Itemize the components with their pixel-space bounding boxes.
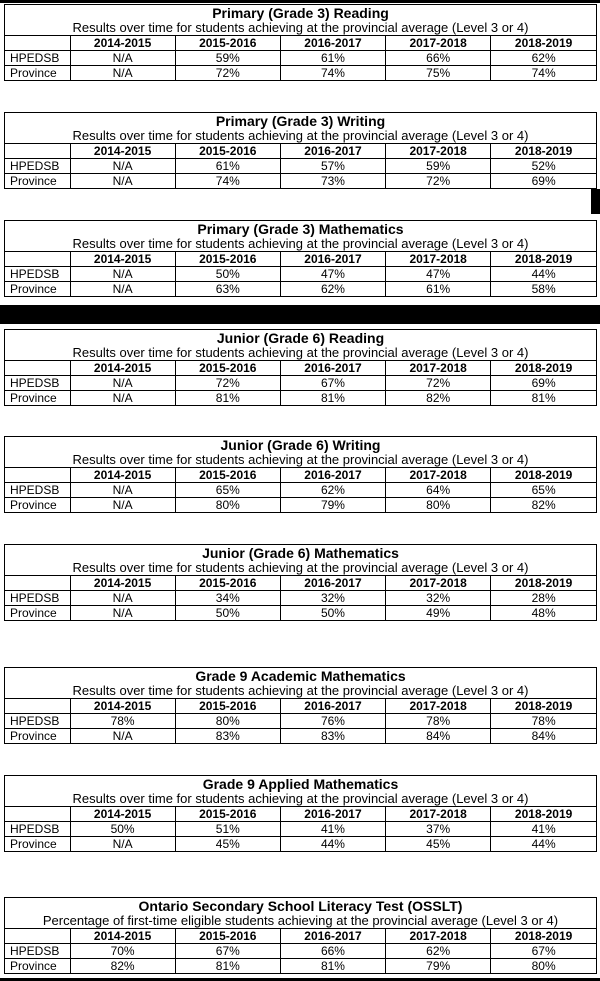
value-cell: 67%	[280, 376, 385, 391]
value-cell: 69%	[491, 376, 596, 391]
year-header-cell: 2014-2015	[70, 36, 175, 51]
table-row	[5, 267, 596, 282]
year-header-cell: 2016-2017	[280, 36, 385, 51]
table-subtitle: Results over time for students achieving at the provincial average (Level 3 or 4)	[72, 345, 529, 360]
table-title: Grade 9 Applied Mathematics	[202, 776, 399, 792]
value-cell: 82%	[491, 498, 596, 513]
results-table-g9-academic-math	[4, 667, 597, 744]
value-cell: 67%	[491, 944, 596, 959]
year-header-cell: 2014-2015	[70, 576, 175, 591]
row-label-cell: HPEDSB	[5, 267, 70, 282]
value-cell: 62%	[280, 282, 385, 297]
year-header-cell: 2016-2017	[280, 144, 385, 159]
year-header-cell: 2018-2019	[491, 807, 596, 822]
row-label-cell: Province	[5, 959, 70, 974]
year-header-cell: 2017-2018	[386, 699, 491, 714]
year-header-cell: 2014-2015	[70, 252, 175, 267]
header-row	[5, 36, 596, 51]
value-cell: 80%	[175, 498, 280, 513]
value-cell: N/A	[70, 159, 175, 174]
year-header-cell: 2017-2018	[386, 252, 491, 267]
table-title: Junior (Grade 6) Writing	[220, 437, 381, 453]
value-cell: N/A	[70, 606, 175, 621]
value-cell: 49%	[386, 606, 491, 621]
value-cell: 44%	[491, 837, 596, 852]
year-header-cell: 2015-2016	[175, 807, 280, 822]
table-row	[5, 483, 596, 498]
value-cell: 50%	[70, 822, 175, 837]
table-subtitle: Results over time for students achieving at the provincial average (Level 3 or 4)	[72, 683, 529, 698]
value-cell: N/A	[70, 483, 175, 498]
header-row	[5, 144, 596, 159]
year-header-cell: 2017-2018	[386, 468, 491, 483]
results-table-osslt	[4, 897, 597, 974]
results-table-g3-reading	[4, 4, 597, 81]
value-cell: N/A	[70, 376, 175, 391]
value-cell: 62%	[491, 51, 596, 66]
value-cell: 83%	[175, 729, 280, 744]
year-header-cell: 2016-2017	[280, 699, 385, 714]
value-cell: 62%	[386, 944, 491, 959]
value-cell: 62%	[280, 483, 385, 498]
year-header-cell: 2015-2016	[175, 468, 280, 483]
value-cell: 80%	[386, 498, 491, 513]
table-row	[5, 944, 596, 959]
value-cell: 50%	[280, 606, 385, 621]
value-cell: 44%	[491, 267, 596, 282]
value-cell: 57%	[280, 159, 385, 174]
value-cell: 61%	[175, 159, 280, 174]
value-cell: N/A	[70, 51, 175, 66]
value-cell: 52%	[491, 159, 596, 174]
value-cell: N/A	[70, 729, 175, 744]
table-row	[5, 714, 596, 729]
results-table-g6-writing	[4, 436, 597, 513]
header-row	[5, 807, 596, 822]
year-header-cell: 2016-2017	[280, 252, 385, 267]
value-cell: 47%	[280, 267, 385, 282]
value-cell: 65%	[491, 483, 596, 498]
table-subtitle: Percentage of first-time eligible students achieving at the provincial average (Level 3 or 4)	[42, 913, 559, 928]
value-cell: 72%	[175, 66, 280, 81]
value-cell: 79%	[386, 959, 491, 974]
value-cell: 65%	[175, 483, 280, 498]
value-cell: N/A	[70, 591, 175, 606]
header-corner-cell	[5, 144, 70, 159]
header-corner-cell	[5, 361, 70, 376]
value-cell: N/A	[70, 174, 175, 189]
year-header-cell: 2018-2019	[491, 144, 596, 159]
row-label-cell: Province	[5, 282, 70, 297]
value-cell: 79%	[280, 498, 385, 513]
value-cell: 59%	[175, 51, 280, 66]
value-cell: 70%	[70, 944, 175, 959]
value-cell: 63%	[175, 282, 280, 297]
value-cell: 72%	[386, 174, 491, 189]
table-row	[5, 729, 596, 744]
value-cell: N/A	[70, 837, 175, 852]
row-label-cell: Province	[5, 606, 70, 621]
row-label-cell: HPEDSB	[5, 159, 70, 174]
row-label-cell: HPEDSB	[5, 51, 70, 66]
year-header-cell: 2014-2015	[70, 468, 175, 483]
table-row	[5, 837, 596, 852]
year-header-cell: 2018-2019	[491, 929, 596, 944]
year-header-cell: 2015-2016	[175, 576, 280, 591]
results-table-g3-writing	[4, 112, 597, 189]
row-label-cell: Province	[5, 66, 70, 81]
year-header-cell: 2017-2018	[386, 576, 491, 591]
header-row	[5, 699, 596, 714]
value-cell: 41%	[280, 822, 385, 837]
value-cell: N/A	[70, 66, 175, 81]
value-cell: 82%	[70, 959, 175, 974]
table-title: Primary (Grade 3) Mathematics	[197, 221, 404, 237]
results-table-g6-reading	[4, 329, 597, 406]
year-header-cell: 2018-2019	[491, 699, 596, 714]
table-row	[5, 591, 596, 606]
row-label-cell: Province	[5, 498, 70, 513]
value-cell: 32%	[280, 591, 385, 606]
table-subtitle: Results over time for students achieving at the provincial average (Level 3 or 4)	[72, 452, 529, 467]
row-label-cell: HPEDSB	[5, 483, 70, 498]
table-title: Ontario Secondary School Literacy Test (OSSLT)	[138, 898, 463, 914]
row-label-cell: Province	[5, 391, 70, 406]
table-title: Junior (Grade 6) Reading	[216, 330, 385, 346]
year-header-cell: 2018-2019	[491, 361, 596, 376]
value-cell: 50%	[175, 267, 280, 282]
year-header-cell: 2014-2015	[70, 807, 175, 822]
year-header-cell: 2017-2018	[386, 36, 491, 51]
year-header-cell: 2017-2018	[386, 144, 491, 159]
table-subtitle: Results over time for students achieving at the provincial average (Level 3 or 4)	[72, 791, 529, 806]
value-cell: 44%	[280, 837, 385, 852]
value-cell: 69%	[491, 174, 596, 189]
year-header-cell: 2018-2019	[491, 252, 596, 267]
value-cell: 61%	[386, 282, 491, 297]
header-row	[5, 576, 596, 591]
value-cell: 81%	[491, 391, 596, 406]
year-header-cell: 2014-2015	[70, 144, 175, 159]
value-cell: 45%	[175, 837, 280, 852]
section-divider-bar	[0, 305, 600, 324]
value-cell: 75%	[386, 66, 491, 81]
header-corner-cell	[5, 36, 70, 51]
row-label-cell: HPEDSB	[5, 591, 70, 606]
table-title: Primary (Grade 3) Reading	[212, 5, 389, 21]
row-label-cell: HPEDSB	[5, 376, 70, 391]
year-header-cell: 2018-2019	[491, 36, 596, 51]
side-black-block	[591, 189, 600, 214]
year-header-cell: 2018-2019	[491, 468, 596, 483]
value-cell: 67%	[175, 944, 280, 959]
year-header-cell: 2016-2017	[280, 576, 385, 591]
value-cell: 41%	[491, 822, 596, 837]
row-label-cell: Province	[5, 729, 70, 744]
year-header-cell: 2015-2016	[175, 361, 280, 376]
value-cell: 78%	[70, 714, 175, 729]
table-row	[5, 606, 596, 621]
year-header-cell: 2014-2015	[70, 361, 175, 376]
year-header-cell: 2017-2018	[386, 807, 491, 822]
header-row	[5, 929, 596, 944]
table-title: Junior (Grade 6) Mathematics	[202, 545, 399, 561]
value-cell: 58%	[491, 282, 596, 297]
header-row	[5, 468, 596, 483]
value-cell: 81%	[280, 959, 385, 974]
year-header-cell: 2017-2018	[386, 929, 491, 944]
year-header-cell: 2014-2015	[70, 699, 175, 714]
header-corner-cell	[5, 807, 70, 822]
header-corner-cell	[5, 468, 70, 483]
value-cell: 76%	[280, 714, 385, 729]
table-row	[5, 959, 596, 974]
table-row	[5, 51, 596, 66]
year-header-cell: 2017-2018	[386, 361, 491, 376]
value-cell: N/A	[70, 391, 175, 406]
year-header-cell: 2016-2017	[280, 807, 385, 822]
value-cell: N/A	[70, 282, 175, 297]
value-cell: 45%	[386, 837, 491, 852]
table-row	[5, 66, 596, 81]
value-cell: 47%	[386, 267, 491, 282]
value-cell: 34%	[175, 591, 280, 606]
value-cell: 78%	[491, 714, 596, 729]
table-subtitle: Results over time for students achieving at the provincial average (Level 3 or 4)	[72, 128, 529, 143]
table-row	[5, 376, 596, 391]
value-cell: 50%	[175, 606, 280, 621]
table-subtitle: Results over time for students achieving at the provincial average (Level 3 or 4)	[72, 560, 529, 575]
year-header-cell: 2016-2017	[280, 468, 385, 483]
value-cell: 48%	[491, 606, 596, 621]
value-cell: 80%	[175, 714, 280, 729]
value-cell: 32%	[386, 591, 491, 606]
value-cell: 74%	[280, 66, 385, 81]
value-cell: 81%	[280, 391, 385, 406]
value-cell: 66%	[386, 51, 491, 66]
value-cell: 74%	[491, 66, 596, 81]
value-cell: N/A	[70, 498, 175, 513]
value-cell: 72%	[175, 376, 280, 391]
value-cell: 61%	[280, 51, 385, 66]
row-label-cell: Province	[5, 837, 70, 852]
row-label-cell: HPEDSB	[5, 944, 70, 959]
year-header-cell: 2015-2016	[175, 252, 280, 267]
value-cell: 51%	[175, 822, 280, 837]
year-header-cell: 2015-2016	[175, 36, 280, 51]
table-row	[5, 822, 596, 837]
value-cell: 84%	[491, 729, 596, 744]
value-cell: 82%	[386, 391, 491, 406]
header-row	[5, 252, 596, 267]
value-cell: 64%	[386, 483, 491, 498]
row-label-cell: Province	[5, 174, 70, 189]
results-table-g3-math	[4, 220, 597, 297]
header-corner-cell	[5, 699, 70, 714]
table-row	[5, 391, 596, 406]
year-header-cell: 2015-2016	[175, 929, 280, 944]
results-table-g6-math	[4, 544, 597, 621]
year-header-cell: 2016-2017	[280, 361, 385, 376]
value-cell: 81%	[175, 959, 280, 974]
value-cell: 81%	[175, 391, 280, 406]
table-subtitle: Results over time for students achieving at the provincial average (Level 3 or 4)	[72, 236, 529, 251]
header-corner-cell	[5, 576, 70, 591]
row-label-cell: HPEDSB	[5, 714, 70, 729]
value-cell: 80%	[491, 959, 596, 974]
header-corner-cell	[5, 252, 70, 267]
value-cell: 59%	[386, 159, 491, 174]
table-row	[5, 159, 596, 174]
year-header-cell: 2014-2015	[70, 929, 175, 944]
value-cell: 83%	[280, 729, 385, 744]
value-cell: N/A	[70, 267, 175, 282]
year-header-cell: 2015-2016	[175, 144, 280, 159]
value-cell: 78%	[386, 714, 491, 729]
value-cell: 84%	[386, 729, 491, 744]
table-title: Primary (Grade 3) Writing	[215, 113, 386, 129]
value-cell: 73%	[280, 174, 385, 189]
value-cell: 37%	[386, 822, 491, 837]
top-black-bar	[0, 0, 600, 3]
table-row	[5, 174, 596, 189]
row-label-cell: HPEDSB	[5, 822, 70, 837]
table-row	[5, 498, 596, 513]
value-cell: 72%	[386, 376, 491, 391]
value-cell: 74%	[175, 174, 280, 189]
header-corner-cell	[5, 929, 70, 944]
value-cell: 28%	[491, 591, 596, 606]
table-subtitle: Results over time for students achieving at the provincial average (Level 3 or 4)	[72, 20, 529, 35]
year-header-cell: 2016-2017	[280, 929, 385, 944]
year-header-cell: 2015-2016	[175, 699, 280, 714]
header-row	[5, 361, 596, 376]
table-row	[5, 282, 596, 297]
table-title: Grade 9 Academic Mathematics	[195, 668, 406, 684]
value-cell: 66%	[280, 944, 385, 959]
year-header-cell: 2018-2019	[491, 576, 596, 591]
results-table-g9-applied-math	[4, 775, 597, 852]
